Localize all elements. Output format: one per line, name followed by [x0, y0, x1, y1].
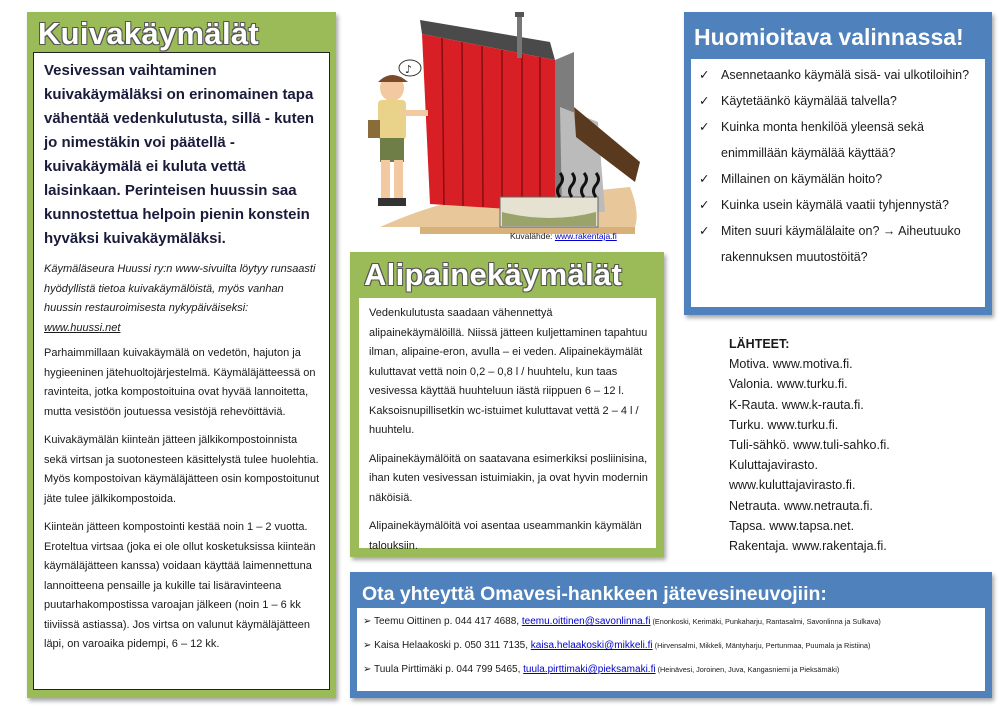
kuivakaymalat-content	[33, 52, 330, 690]
checkmark-icon: ✓	[699, 68, 710, 82]
huussi-text: Käymäläseura Huussi ry:n www-sivuilta löytyy runsaasti hyödyllistä tietoa kuivakäymälöistä, myös vanhan huussin restauroimisesta nykypäiväiseksi:	[44, 263, 316, 314]
contact-row: ➢ Teemu Oittinen p. 044 417 4688, teemu.oittinen@savonlinna.fi (Enonkoski, Kerimäki, Punkaharju, Rantasalmi, Savonlinna ja Sulkava)	[363, 616, 881, 627]
check-item: ✓ Kuinka monta henkilöä yleensä sekä enimmillään käymälää käyttää?	[699, 114, 979, 166]
alipainekaymalat-title: Alipainekäymälät	[364, 257, 623, 292]
check-item: ✓ Asennetaanko käymälä sisä- vai ulkotiloihin?	[699, 62, 979, 88]
kuivakaymalat-panel	[27, 12, 336, 698]
kuivakaymalat-title: Kuivakäymälät	[38, 16, 260, 51]
image-caption: Kuvalähde: www.rakentaja.fi	[510, 231, 617, 241]
source-item: K-Rauta. www.k-rauta.fi.	[729, 397, 864, 412]
email-link[interactable]: tuula.pirttimaki@pieksamaki.fi	[523, 664, 656, 675]
kuivakaymalat-paragraph-3: Kiinteän jätteen kompostointi kestää noin 1 – 2 vuotta. Eroteltua virtsaa (joka ei ole ollut kosketuksissa kiinteän käymäläjätteen kanssa) voidaan käyttää laimennettuna lannoitteena pensaille ja kukille tai lisäravinteena puutarhakompostissa varoajan jälkeen (noin 1 – 6 kk tiiviissä astiassa). Jos virtsa on valunut käymäläjätteen läpi, on varoaika pidempi, 6 – 12 kk.	[44, 521, 316, 650]
kuivakaymalat-intro	[44, 260, 320, 338]
svg-text:♪: ♪	[405, 63, 413, 76]
huomioitava-title: Huomioitava valinnassa!	[694, 24, 964, 50]
source-item: Kuluttajavirasto.	[729, 458, 818, 473]
check-item: ✓ Käytetäänkö käymälää talvella?	[699, 88, 979, 114]
checkmark-icon: ✓	[699, 198, 710, 212]
rakentaja-link[interactable]: www.rakentaja.fi	[554, 231, 617, 241]
kuivakaymalat-paragraph-1: Parhaimmillaan kuivakäymälä on vedetön, hajuton ja hygieeninen jätehuoltojärjestelmä. Käymäläjätteessä on ravinteita, jotka kompostoituina ovat hyvää lannoitetta, mutta vesistöön joutuessa vesistöjä rehevöittäviä.	[44, 347, 316, 418]
arrow-icon: ➢	[363, 640, 375, 651]
huomioitava-content	[691, 59, 985, 307]
contact-row: ➢ Kaisa Helaakoski p. 050 311 7135, kaisa.helaakoski@mikkeli.fi (Hirvensalmi, Mikkeli, Mäntyharju, Pertunmaa, Puumala ja Ristiina)	[363, 640, 871, 651]
alipainekaymalat-panel	[350, 252, 664, 557]
huomioitava-panel	[684, 12, 992, 315]
lahteet-heading: LÄHTEET:	[729, 337, 790, 351]
source-item: Netrauta. www.netrauta.fi.	[729, 498, 873, 513]
alipainekaymalat-paragraph-2: Alipainekäymälöitä on saatavana esimerkiksi posliinisina, ihan kuten vesivessan istuimiakin, ja ovat hyvin modernin näköisiä.	[369, 452, 648, 504]
outhouse-image	[350, 12, 650, 244]
contact-row: ➢ Tuula Pirttimäki p. 044 799 5465, tuula.pirttimaki@pieksamaki.fi (Heinävesi, Joroinen, Juva, Kangasniemi ja Pieksämäki)	[363, 664, 840, 675]
checkmark-icon: ✓	[699, 94, 710, 108]
source-item: Rakentaja. www.rakentaja.fi.	[729, 539, 887, 554]
source-item: Tapsa. www.tapsa.net.	[729, 518, 855, 533]
checkmark-icon: ✓	[699, 172, 710, 186]
yhteys-title: Ota yhteyttä Omavesi-hankkeen jätevesineuvojiin:	[362, 583, 827, 605]
source-item: Valonia. www.turku.fi.	[729, 377, 848, 392]
huussi-link[interactable]: www.huussi.net	[44, 321, 121, 334]
yhteys-content	[357, 608, 985, 691]
kuivakaymalat-lead: Vesivessan vaihtaminen kuivakäymäläksi on erinomainen tapa vähentää vedenkulutusta, sillä - kuten jo nimestäkin voi päätellä - kuivakäymälä ei kuluta vettä laisinkaan. Perinteisen huussin saa kunnostettua helpoin pienin konstein hyväksi kuivakäymäläksi.	[44, 62, 315, 247]
check-item: ✓ Millainen on käymälän hoito?	[699, 166, 979, 192]
yhteys-panel	[350, 572, 992, 698]
source-item: Turku. www.turku.fi.	[729, 417, 839, 432]
check-item: ✓ Kuinka usein käymälä vaatii tyhjennystä?	[699, 192, 979, 218]
alipainekaymalat-paragraph-1: Vedenkulutusta saadaan vähennettyä alipainekäymälöillä. Niissä jätteen kuljettaminen tapahtuu ilman, alipaine-eron, avulla – ei veden. Alipainekäymälät kuluttavat vettä noin 0,2 – 0,8 l / huuhtelu, kun taas vesivessa käyttää huuhteluun iästä riippuen 6 – 12 l. Kaksoisnupillisetkin wc-istuimet kuluttavat vettä 2 – 4 l / huuhtelu.	[369, 307, 648, 436]
outhouse-illustration	[350, 12, 650, 244]
huomioitava-list	[699, 62, 979, 270]
checkmark-icon: ✓	[699, 224, 710, 238]
alipainekaymalat-content	[359, 298, 656, 552]
kuivakaymalat-paragraph-2: Kuivakäymälän kiinteän jätteen jälkikompostoinnista sekä virtsan ja suotonesteen käsittelystä tulee huolehtia. Myös kompostoivan käymäläjätteen osin kompostoitunut jäte tulee jälkikompostoida.	[44, 434, 320, 505]
source-item: Tuli-sähkö. www.tuli-sahko.fi.	[729, 438, 890, 453]
checkmark-icon: ✓	[699, 120, 710, 134]
lahteet-section	[729, 334, 979, 556]
source-item: Motiva. www.motiva.fi.	[729, 357, 853, 372]
email-link[interactable]: kaisa.helaakoski@mikkeli.fi	[530, 640, 653, 651]
check-item: ✓ Miten suuri käymälälaite on? → Aiheutuuko rakennuksen muutostöitä?	[699, 218, 979, 270]
email-link[interactable]: teemu.oittinen@savonlinna.fi	[521, 616, 651, 627]
arrow-icon: ➢	[363, 616, 374, 627]
source-item: www.kuluttajavirasto.fi.	[729, 478, 856, 493]
alipainekaymalat-paragraph-3: Alipainekäymälöitä voi asentaa useammankin käymälän talouksiin.	[369, 520, 642, 552]
arrow-icon: ➢	[363, 664, 374, 675]
